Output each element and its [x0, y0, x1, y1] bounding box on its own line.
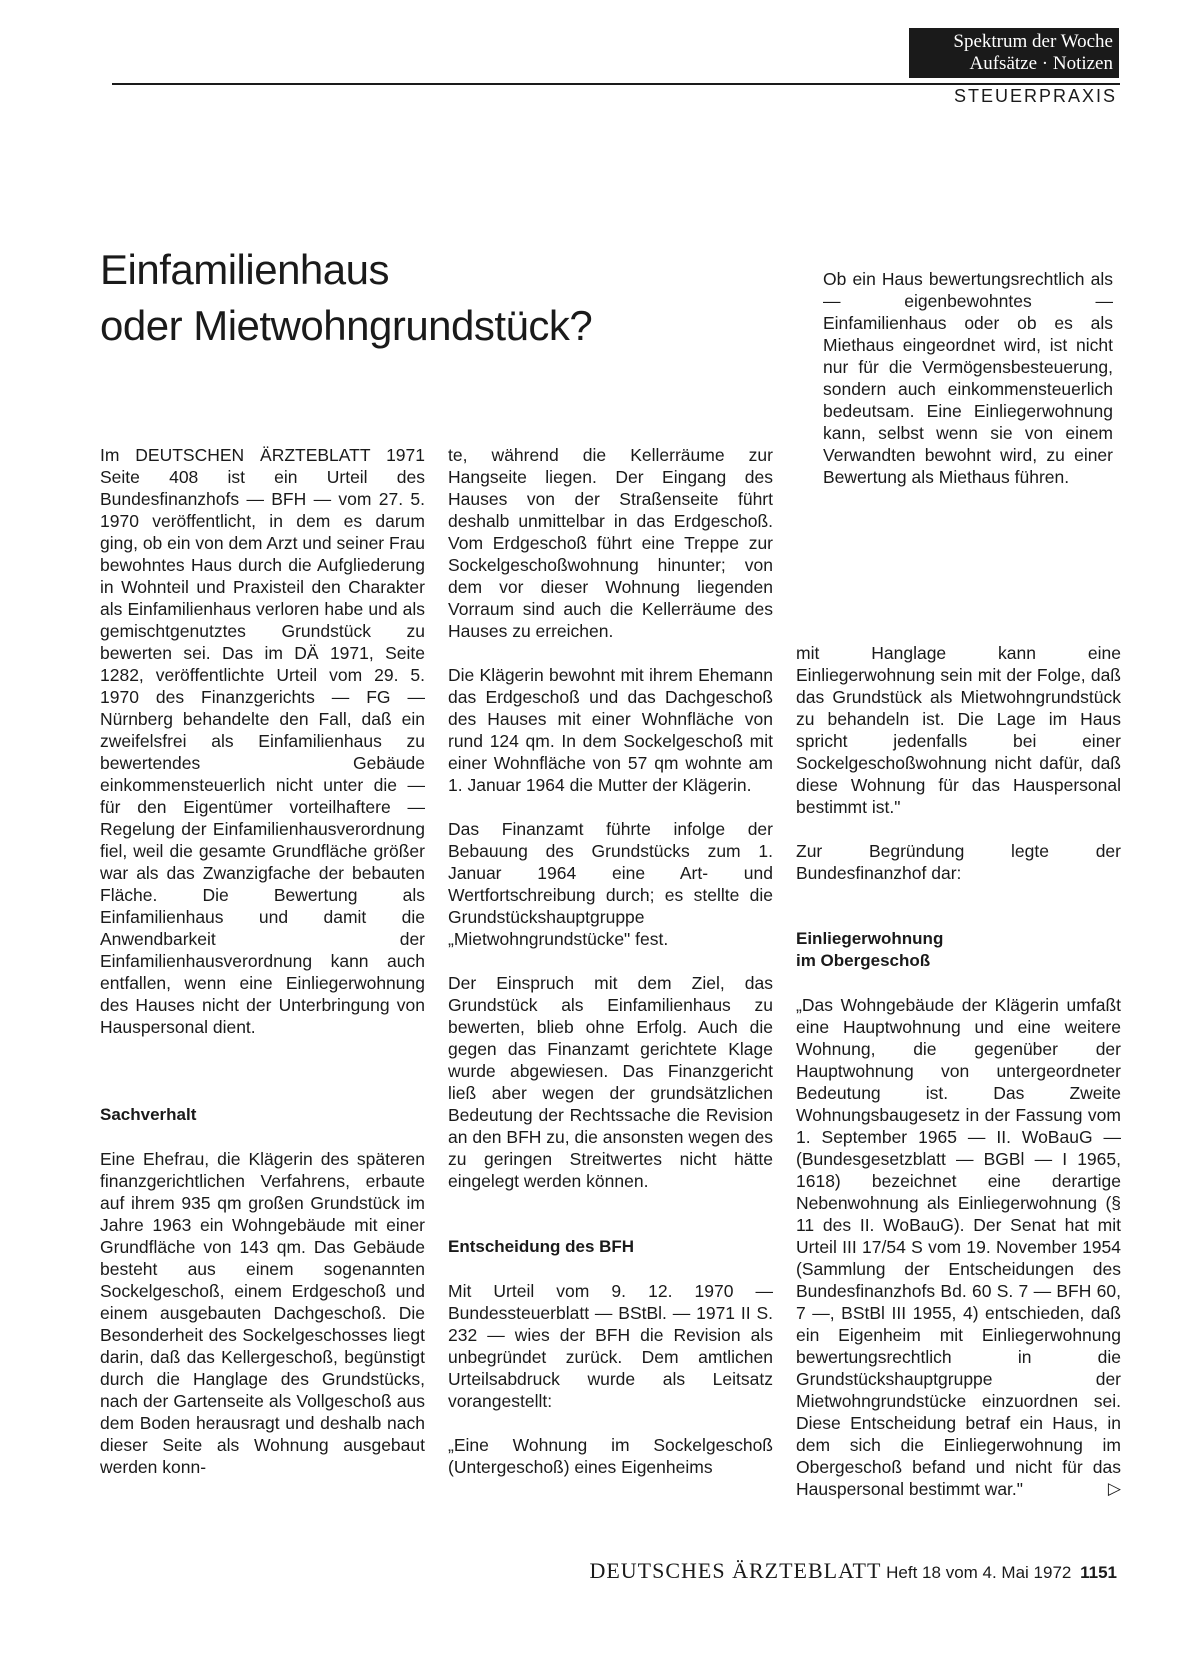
paragraph: Mit Urteil vom 9. 12. 1970 — Bundessteuerblatt — BStBl. — 1971 II S. 232 — wies der BFH die Revision als unbegründet zurück. Dem amtlichen Urteilsabdruck wurde als Leitsatz vorangestellt:: [448, 1281, 773, 1411]
article-title-line-2: oder Mietwohngrundstück?: [100, 302, 593, 349]
footer-issue: Heft 18 vom 4. Mai 1972: [886, 1563, 1072, 1582]
paragraph: Zur Begründung legte der Bundesfinanzhof dar:: [796, 841, 1121, 883]
section-title: STEUERPRAXIS: [953, 86, 1117, 106]
header-rule: [112, 83, 1120, 85]
lead-paragraph: Ob ein Haus bewertungsrechtlich als — eigenbewohntes — Einfamilienhaus oder ob es als Miethaus eingeordnet wird, ist nicht nur für die Vermögensbesteuerung, sondern auch einkommensteuerlich bedeutsam. Eine Einliegerwohnung kann, selbst wenn sie von einem Verwandten bewohnt wird, zu einer Bewertung als Miethaus führen.: [823, 269, 1113, 487]
page-footer: [589, 1558, 1117, 1584]
continue-arrow-icon: ▷: [1107, 1479, 1121, 1498]
subheading-line-1: Einliegerwohnung: [796, 929, 944, 948]
paragraph: Eine Ehefrau, die Klägerin des späteren finanzgerichtlichen Verfahrens, erbaute auf ihrem 935 qm großen Grundstück im Jahre 1963 ein Wohngebäude mit einer Grundfläche von 143 qm. Das Gebäude besteht aus einem sogenannten Sockelgeschoß, einem Erdgeschoß und einem ausgebauten Dachgeschoß. Die Besonderheit des Sockelgeschosses liegt darin, daß das Kellergeschoß, begünstigt durch die Hanglage des Grundstücks, nach der Gartenseite als Vollgeschoß aus dem Boden herausragt und deshalb nach dieser Seite als Wohnung ausgebaut werden konn-: [100, 1149, 425, 1477]
paragraph-text: „Das Wohngebäude der Klägerin umfaßt eine Hauptwohnung und eine weitere Wohnung, die gegenüber der Hauptwohnung von untergeordneter Bedeutung ist. Das Zweite Wohnungsbaugesetz in der Fassung vom 1. September 1965 — II. WoBauG — (Bundesgesetzblatt — BGBl — I 1965, 1618) bezeichnet eine derartige Nebenwohnung als Einliegerwohnung (§ 11 des II. WoBauG). Der Senat hat mit Urteil III 17/54 S vom 19. November 1954 (Sammlung der Entscheidungen des Bundesfinanzhofs Bd. 60 S. 7 — BFH 60, 7 —, BStBl III 1955, 4) entschieden, daß ein Eigenheim mit Einliegerwohnung bewertungsrechtlich in die Grundstückshauptgruppe der Mietwohngrundstücke einzuordnen sei. Diese Entscheidung betraf ein Haus, in dem sich die Einliegerwohnung im Obergeschoß befand und nicht für das Hauspersonal bestimmt war.": [796, 995, 1121, 1499]
paragraph: Das Finanzamt führte infolge der Bebauung des Grundstücks zum 1. Januar 1964 eine Art- und Wertfortschreibung durch; es stellte die Grundstückshauptgruppe „Mietwohngrundstücke" fest.: [448, 819, 773, 949]
text-column-1: [100, 444, 425, 1478]
page-number: 1151: [1080, 1563, 1117, 1582]
section-badge: [909, 28, 1119, 78]
paragraph: mit Hanglage kann eine Einliegerwohnung sein mit der Folge, daß das Grundstück als Mietwohngrundstück zu behandeln ist. Die Lage im Haus spricht jedenfalls bei einer Sockelgeschoßwohnung nicht dafür, daß diese Wohnung für das Hauspersonal bestimmt ist.": [796, 643, 1121, 817]
badge-line-2: Aufsätze · Notizen: [969, 53, 1113, 74]
subheading-entscheidung: Entscheidung des BFH: [448, 1237, 635, 1256]
subheading-line-2: im Obergeschoß: [796, 951, 931, 970]
paragraph: Die Klägerin bewohnt mit ihrem Ehemann das Erdgeschoß und das Dachgeschoß des Hauses mit einer Wohnfläche von rund 124 qm. In dem Sockelgeschoß mit einer Wohnfläche von 57 qm wohnte am 1. Januar 1964 die Mutter der Klägerin.: [448, 665, 773, 795]
article-title-line-1: Einfamilienhaus: [100, 246, 390, 293]
paragraph: te, während die Kellerräume zur Hangseite liegen. Der Eingang des Hauses von der Straßenseite führt deshalb unmittelbar in das Erdgeschoß. Vom Erdgeschoß führt eine Treppe zur Sockelgeschoßwohnung hinunter; von dem vor dieser Wohnung liegenden Vorraum sind auch die Kellerräume des Hauses zu erreichen.: [448, 445, 773, 641]
subheading-einliegerwohnung: [796, 928, 1121, 972]
paragraph: „Eine Wohnung im Sockelgeschoß (Untergeschoß) eines Eigenheims: [448, 1435, 773, 1477]
paragraph: Der Einspruch mit dem Ziel, das Grundstück als Einfamilienhaus zu bewerten, blieb ohne Erfolg. Auch die gegen das Finanzamt gerichtete Klage wurde abgewiesen. Das Finanzgericht ließ aber wegen der grundsätzlichen Bedeutung der Rechtssache die Revision an den BFH zu, die ansonsten wegen des zu geringen Streitwertes nicht hätte eingelegt werden können.: [448, 973, 773, 1191]
paragraph: Im DEUTSCHEN ÄRZTEBLATT 1971 Seite 408 ist ein Urteil des Bundesfinanzhofs — BFH — vom 27. 5. 1970 veröffentlicht, in dem es darum ging, ob ein von dem Arzt und seiner Frau bewohntes Haus durch die Aufgliederung in Wohnteil und Praxisteil den Charakter als Einfamilienhaus verloren habe und als gemischtgenutztes Grundstück zu bewerten sei. Das im DÄ 1971, Seite 1282, veröffentlichte Urteil vom 29. 5. 1970 des Finanzgerichts — FG — Nürnberg behandelte den Fall, daß ein zweifelsfrei als Einfamilienhaus zu bewertendes Gebäude einkommensteuerlich nicht unter die — für den Eigentümer vorteilhaftere — Regelung der Einfamilienhausverordnung fiel, weil die gesamte Grundfläche größer war als das Zwanzigfache der bebauten Fläche. Die Bewertung als Einfamilienhaus und damit die Anwendbarkeit der Einfamilienhausverordnung kann auch entfallen, wenn eine Einliegerwohnung des Hauses nicht der Unterbringung von Hauspersonal dient.: [100, 445, 425, 1037]
footer-journal-name: DEUTSCHES ÄRZTEBLATT: [589, 1558, 882, 1583]
paragraph: [796, 994, 1121, 1500]
badge-line-1: Spektrum der Woche: [953, 31, 1113, 52]
text-column-3: [796, 642, 1121, 1500]
subheading-sachverhalt: Sachverhalt: [100, 1105, 197, 1124]
text-column-2: [448, 444, 773, 1478]
article-title: [100, 242, 740, 354]
